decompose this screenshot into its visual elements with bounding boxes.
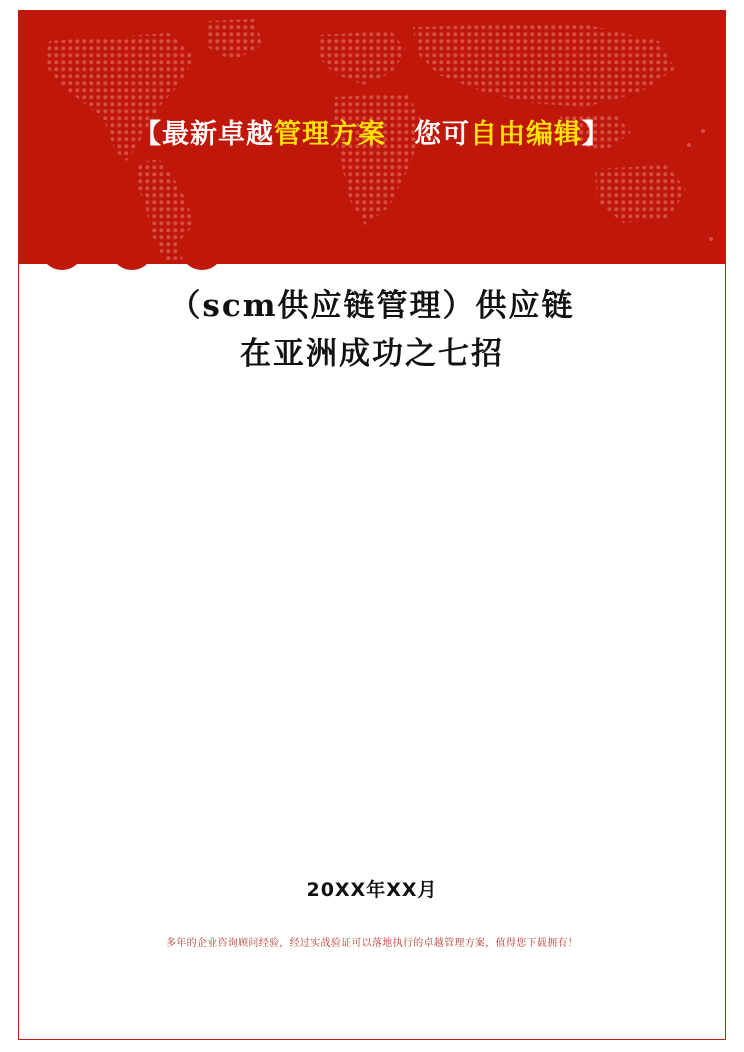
circle-1-icon [40,226,84,270]
circle-decoration-group [40,226,280,286]
banner-title [19,121,725,148]
banner-title-part-2: 管理方案 [274,119,386,150]
banner-title-part-3: 您可 [386,119,470,150]
banner-title-part-4: 自由编辑 [470,119,582,150]
page-title-line-1: （scm供应链管理）供应链 [169,288,575,324]
banner-title-part-1: 【最新卓越 [134,119,274,150]
page-title [60,282,684,378]
circle-3-icon [180,226,224,270]
banner-title-part-5: 】 [582,119,610,150]
circle-2-icon [110,226,154,270]
page-title-line-2: 在亚洲成功之七招 [240,336,504,373]
footer-slogan: 多年的企业咨询顾问经验，经过实战验证可以落地执行的卓越管理方案，值得您下载拥有！ [166,938,578,949]
document-date: 20XX年XX月 [306,879,438,901]
